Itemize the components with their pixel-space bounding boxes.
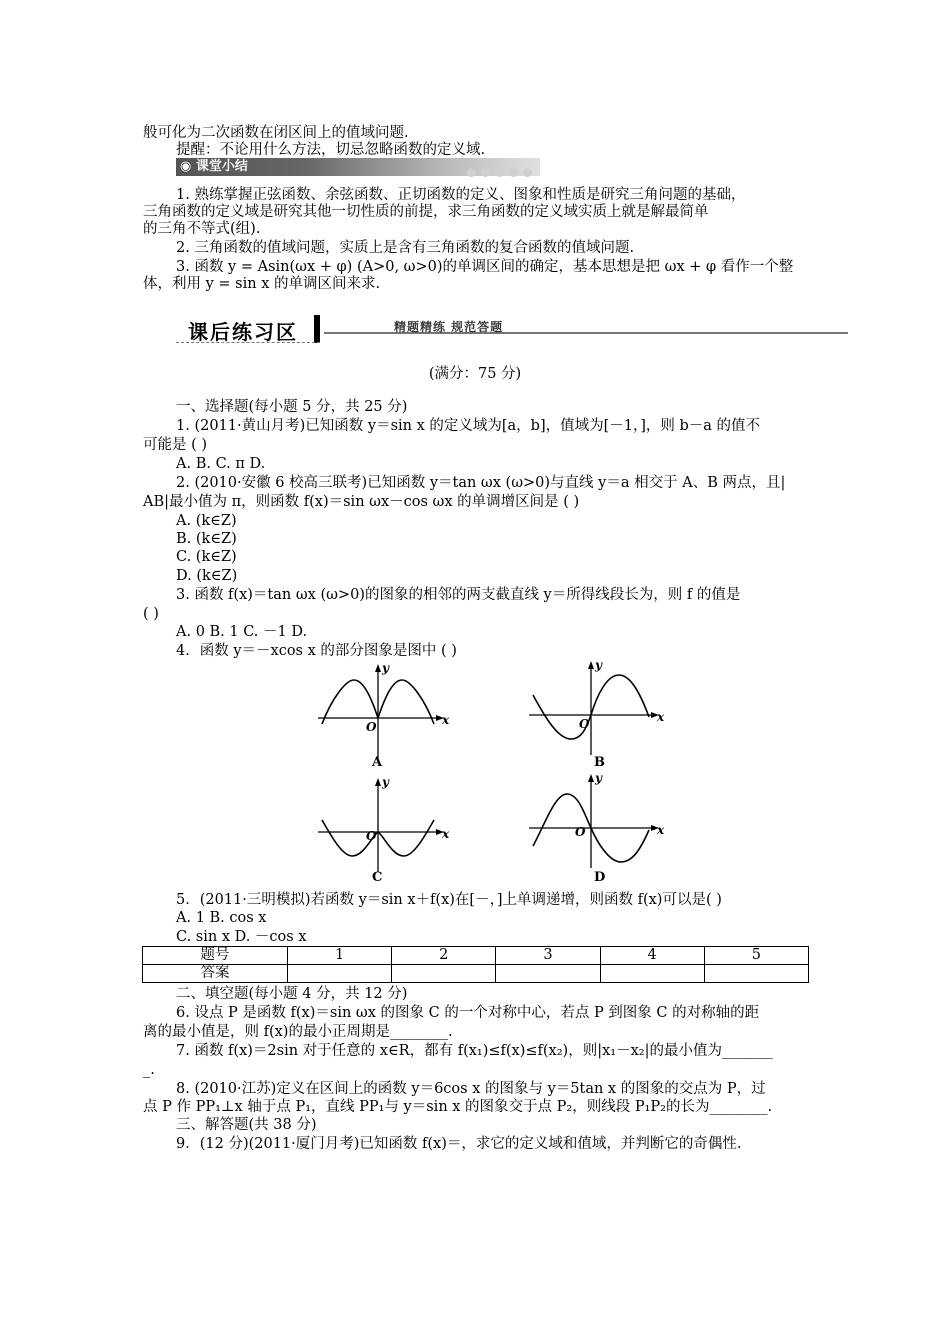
summary-p3-line1: 3. 函数 y = Asin(ωx + φ) (A>0, ω>0)的单调区间的确定，基本思想是把 ωx + φ 看作一个整 <box>176 259 794 275</box>
table-cell: 2 <box>392 947 496 965</box>
table-cell: 5 <box>704 947 808 965</box>
q2-option-b: B. (k∈Z) <box>176 531 237 547</box>
answer-cell[interactable] <box>496 965 600 983</box>
intro-line-1: 般可化为二次函数在闭区间上的值域问题. <box>143 125 409 141</box>
graph-d-caption: D <box>594 870 606 885</box>
summary-p2: 2. 三角函数的值域问题，实质上是含有三角函数的复合函数的值域问题. <box>176 240 635 256</box>
q2-line2: AB|最小值为 π，则函数 f(x)＝sin ωx－cos ωx 的单调增区间是 ( ) <box>143 494 580 510</box>
q5-options-cd: C. sin x D. －cos x <box>176 929 307 945</box>
origin-label: O <box>366 720 377 734</box>
part1-heading: 一、选择题(每小题 5 分，共 25 分) <box>176 399 408 415</box>
origin-label: O <box>366 829 377 843</box>
section-title: 课后练习区 <box>188 320 298 344</box>
q6-line1: 6. 设点 P 是函数 f(x)＝sin ωx 的图象 C 的一个对称中心，若点 P 到图象 C 的对称轴的距 <box>176 1005 760 1021</box>
q7-line1: 7. 函数 f(x)＝2sin 对于任意的 x∈R，都有 f(x₁)≤f(x)≤f(x₂)，则|x₁－x₂|的最小值为_______ <box>176 1043 773 1059</box>
graph-b-caption: B <box>594 755 605 770</box>
axis-y-label: y <box>595 658 602 672</box>
summary-p1-line2: 三角函数的定义域是研究其他一切性质的前提，求三角函数的定义域实质上就是解最简单 <box>143 204 709 220</box>
q2-option-c: C. (k∈Z) <box>176 549 237 565</box>
section-subtitle: 精题精练 规范答题 <box>394 320 504 334</box>
axis-x-label: x <box>442 713 450 727</box>
q7-line2: _. <box>143 1062 155 1078</box>
q8-line2: 点 P 作 PP₁⊥x 轴于点 P₁，直线 PP₁与 y＝sin x 的图象交于点 P₂，则线段 P₁P₂的长为________. <box>143 1099 773 1115</box>
q4-line: 4．函数 y＝－xcos x 的部分图象是图中 ( ) <box>176 643 457 659</box>
section-divider-bar <box>314 315 320 343</box>
q1-options: A. B. C. π D. <box>176 456 266 472</box>
table-cell: 题号 <box>143 947 288 965</box>
q9-line: 9．(12 分)(2011·厦门月考)已知函数 f(x)＝，求它的定义域和值域，并判断它的奇偶性. <box>176 1136 742 1152</box>
summary-header-bar <box>176 158 540 176</box>
axis-y-label: y <box>595 771 602 785</box>
q2-option-a: A. (k∈Z) <box>176 513 237 529</box>
axis-x-label: x <box>442 827 450 841</box>
answer-cell[interactable] <box>600 965 704 983</box>
q2-option-d: D. (k∈Z) <box>176 568 238 584</box>
origin-label: O <box>575 825 586 839</box>
part3-heading: 三、解答题(共 38 分) <box>176 1117 317 1133</box>
q3-line1: 3. 函数 f(x)＝tan ωx (ω>0)的图象的相邻的两支截直线 y＝所得线段长为，则 f 的值是 <box>176 587 741 603</box>
graph-c <box>312 772 462 884</box>
summary-label: ◉ 课堂小结 <box>180 159 248 174</box>
table-cell: 3 <box>496 947 600 965</box>
summary-p3-line2: 体，利用 y = sin x 的单调区间来求. <box>143 276 381 292</box>
section-header <box>176 312 848 346</box>
graph-b <box>525 655 675 767</box>
answer-cell[interactable] <box>288 965 392 983</box>
q8-line1: 8. (2010·江苏)定义在区间上的函数 y＝6cos x 的图象与 y＝5tan x 的图象的交点为 P，过 <box>176 1081 766 1097</box>
graph-a-caption: A <box>372 755 383 770</box>
q3-options: A. 0 B. 1 C. －1 D. <box>176 624 308 640</box>
table-cell: 答案 <box>143 965 288 983</box>
decorative-dots <box>462 162 532 181</box>
q5-line: 5．(2011·三明模拟)若函数 y＝sin x＋f(x)在[－，]上单调递增，则函数 f(x)可以是( ) <box>176 892 722 908</box>
table-row <box>143 965 809 983</box>
axis-x-label: x <box>657 710 665 724</box>
origin-label: O <box>579 717 590 731</box>
table-cell: 4 <box>600 947 704 965</box>
answer-cell[interactable] <box>392 965 496 983</box>
section-dashed-underline <box>176 342 320 343</box>
q1-line2: 可能是 ( ) <box>143 437 208 453</box>
q5-options-ab: A. 1 B. cos x <box>176 910 267 926</box>
table-cell: 1 <box>288 947 392 965</box>
graph-c-caption: C <box>372 870 383 885</box>
graph-d <box>525 768 675 880</box>
summary-p1-line1: 1. 熟练掌握正弦函数、余弦函数、正切函数的定义、图象和性质是研究三角问题的基础， <box>176 187 746 203</box>
axis-y-label: y <box>382 775 389 789</box>
part2-heading: 二、填空题(每小题 4 分，共 12 分) <box>176 986 408 1002</box>
q3-line2: ( ) <box>143 606 159 622</box>
q6-line2: 离的最小值是，则 f(x)的最小正周期是________. <box>143 1024 453 1040</box>
q2-line1: 2. (2010·安徽 6 校高三联考)已知函数 y＝tan ωx (ω>0)与直线 y＝a 相交于 A、B 两点，且| <box>176 475 786 491</box>
axis-y-label: y <box>382 661 389 675</box>
score-line: (满分：75 分) <box>428 366 522 382</box>
table-row <box>143 947 809 965</box>
answer-table <box>142 946 809 983</box>
summary-p1-line3: 的三角不等式(组). <box>143 221 261 237</box>
answer-cell[interactable] <box>704 965 808 983</box>
graph-a <box>312 658 462 770</box>
axis-x-label: x <box>657 823 665 837</box>
intro-line-2: 提醒：不论用什么方法，切忌忽略函数的定义域. <box>176 142 486 158</box>
q1-line1: 1. (2011·黄山月考)已知函数 y＝sin x 的定义域为[a，b]，值域为[－1，]，则 b－a 的值不 <box>176 418 761 434</box>
